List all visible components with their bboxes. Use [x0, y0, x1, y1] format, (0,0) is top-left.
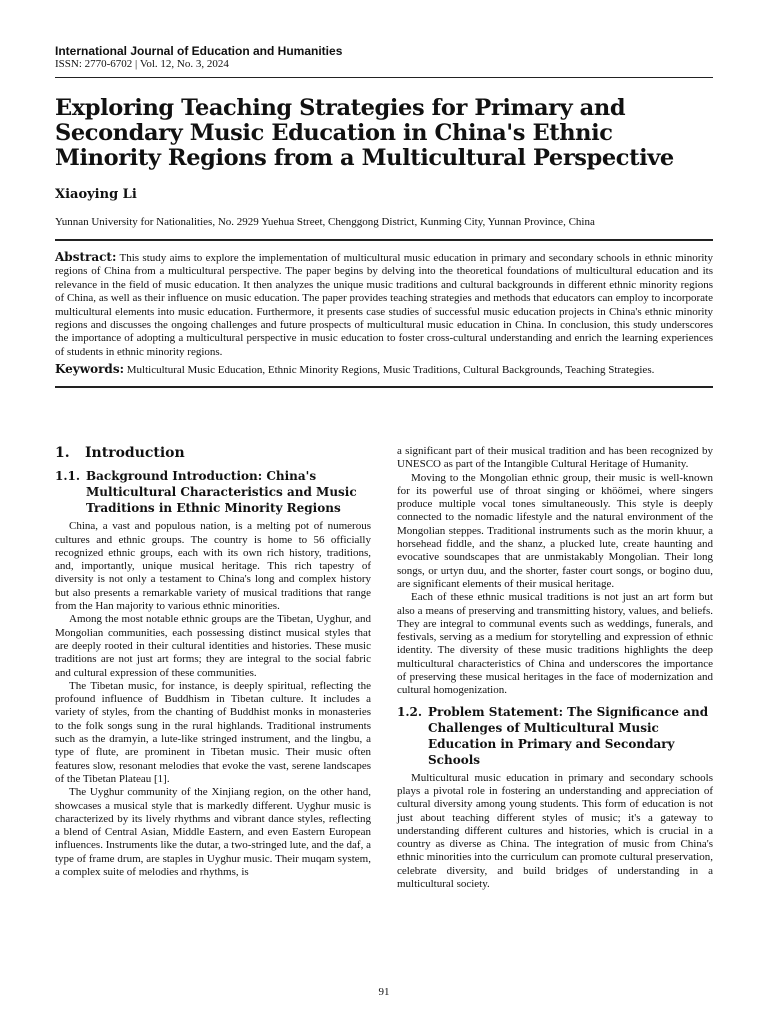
- left-column: [55, 445, 371, 891]
- author-name: Xiaoying Li: [55, 187, 137, 202]
- subsection-heading-problem-statement: [397, 704, 713, 768]
- subsection-title: Background Introduction: China's Multicultural Characteristics and Music Traditions in Ethnic Minority Regions: [86, 469, 357, 516]
- paragraph: a significant part of their musical tradition and has been recognized by UNESCO as part of the Intangible Cultural Heritage of Humanity.: [397, 445, 713, 471]
- section-number: 1.: [55, 445, 70, 461]
- subsection-heading-background: [55, 468, 371, 516]
- keywords: [55, 363, 713, 377]
- abstract-label: Abstract:: [55, 250, 117, 264]
- section-heading-introduction: [55, 447, 371, 460]
- paragraph: Moving to the Mongolian ethnic group, their music is well-known for its powerful use of throat singing or khöömei, where singers produce multiple vocal tones simultaneously. This style is deeply connected to the nomadic lifestyle and the natural environment of the Mongolian steppes. Traditional instruments such as the morin khuur, a horsehead fiddle, and the shanz, a plucked lute, create haunting and evocative soundscapes that are unmistakably Mongolian. Their long songs, or urtyn duu, and the shorter, faster court songs, or bogino duu, are significant elements of their musical heritage.: [397, 471, 713, 590]
- right-column: [397, 445, 713, 891]
- paragraph: Each of these ethnic musical traditions is not just an art form but also a means of preserving and transmitting history, values, and beliefs. They are integral to communal events such as weddings, funerals, and festivals, serving as a medium for storytelling and expression of ethnic identity. The diversity of these music traditions highlights the deep multicultural characteristics of China and underscores the importance of preserving these musical heritages in the face of modernization and cultural homogenization.: [397, 591, 713, 697]
- paragraph: Among the most notable ethnic groups are the Tibetan, Uyghur, and Mongolian communities, each possessing distinct musical styles that are deeply rooted in their cultural identities and histories. These music traditions are not just art forms; they are integral to the social fabric and cultural expression of these communities.: [55, 613, 371, 679]
- page-number: 91: [378, 986, 390, 998]
- journal-name: International Journal of Education and Humanities: [55, 44, 343, 58]
- abstract-top-rule: [55, 239, 713, 241]
- subsection-number: 1.2.: [397, 704, 423, 719]
- keywords-text: Multicultural Music Education, Ethnic Minority Regions, Music Traditions, Cultural Backgrounds, Teaching Strategies.: [126, 364, 655, 377]
- paragraph: Multicultural music education in primary and secondary schools plays a pivotal role in fostering an understanding and appreciation of cultural diversity among young students. This form of education is not just about teaching different styles of music; it's a gateway to understanding different cultures and histories, which is crucial in a country as diverse as China. The integration of music from China's ethnic minorities into the curriculum can promote cultural preservation, celebrate diversity, and build bridges of understanding in a multicultural society.: [397, 771, 713, 891]
- paragraph: The Tibetan music, for instance, is deeply spiritual, reflecting the profound influence of Buddhism in Tibetan culture. It includes a variety of styles, from the chanting of Buddhist monks in monasteries to the folk songs sung in the rural highlands. Traditional instruments such as the dramyin, a lute-like stringed instrument, and the lingbu, a type of flute, are prominent in Tibetan music. Their music often features slow, resonant melodies that evoke the vast, serene landscapes of the Tibetan Plateau [1].: [55, 679, 371, 785]
- subsection-title: Problem Statement: The Significance and Challenges of Multicultural Music Education in Primary and Secondary Schools: [428, 704, 709, 767]
- abstract: [55, 251, 713, 359]
- author-affiliation: Yunnan University for Nationalities, No. 2929 Yuehua Street, Chenggong District, Kunming City, Yunnan Province, China: [55, 216, 595, 228]
- keywords-label: Keywords:: [55, 362, 125, 377]
- journal-issn: ISSN: 2770-6702 | Vol. 12, No. 3, 2024: [55, 58, 229, 70]
- paper-title: Exploring Teaching Strategies for Primary and Secondary Music Education in China's Ethnic Minority Regions from a Multicultural Perspective: [55, 95, 674, 171]
- body-columns: [55, 445, 713, 891]
- header-rule: [55, 77, 713, 78]
- paragraph: The Uyghur community of the Xinjiang region, on the other hand, showcases a musical style that is markedly different. Uyghur music is characterized by its lively rhythms and vibrant dance styles, reflecting a blend of Central Asian, Middle Eastern, and even Eastern European influences. Instruments like the dutar, a two-stringed lute, and the daf, a type of frame drum, are staples in Uyghur music. Their muqam system, a complex suite of melodies and rhythms, is: [55, 786, 371, 879]
- subsection-number: 1.1.: [55, 469, 81, 484]
- paragraph: China, a vast and populous nation, is a melting pot of numerous cultures and ethnic groups. The country is home to 56 officially recognized ethnic groups, each with its own rich history, traditions, and, importantly, unique musical heritage. This rich tapestry of diversity is not only a testament to China's long and complex history but also presents a remarkable variety of musical traditions that range from the Han majority to various ethnic minorities.: [55, 520, 371, 613]
- page-header-and-front-matter: [55, 44, 713, 388]
- section-title: Introduction: [85, 445, 185, 461]
- abstract-bottom-rule: [55, 386, 713, 388]
- abstract-text: This study aims to explore the implementation of multicultural music education in primary and secondary schools in ethnic minority regions of China from a multicultural perspective. The paper begins by delving into the theoretical foundations of multicultural education and its relevance in the field of music education. It then analyzes the unique music traditions and cultural backgrounds in different ethnic minority regions of China, as well as their influence on music education. The paper provides teaching strategies and methods that educators can employ to incorporate multicultural elements into music education. Furthermore, it presents case studies of successful music education projects in China's ethnic minority regions and discusses the ongoing challenges and future prospects of multicultural music education in China. In conclusion, this study underscores the importance of adopting a multicultural perspective in music education to foster cross-cultural understanding and enrich the learning experiences of students in ethnic minority regions.: [55, 252, 713, 358]
